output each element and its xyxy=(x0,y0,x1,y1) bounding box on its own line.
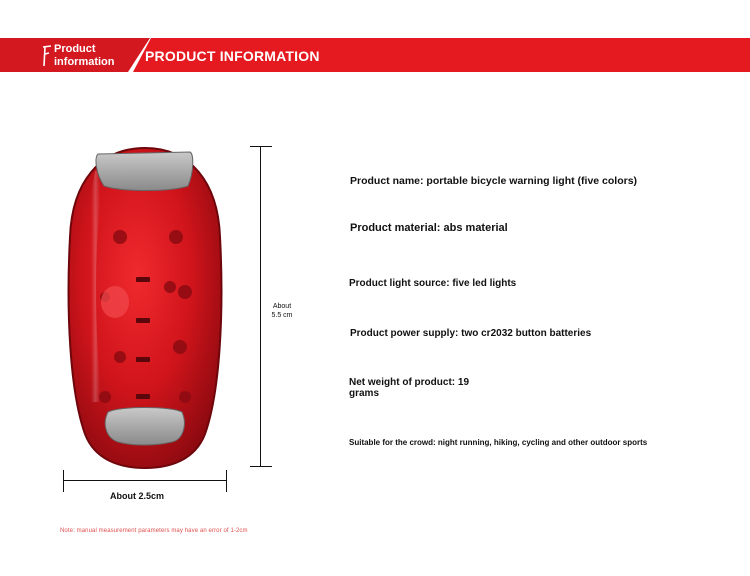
spec-product-name: Product name: portable bicycle warning light (five colors) xyxy=(350,175,638,187)
spec-net-weight xyxy=(349,377,469,399)
bicycle-warning-light-image xyxy=(60,142,230,472)
spec-light-source: Product light source: five led lights xyxy=(349,278,517,289)
spec-power-supply: Product power supply: two cr2032 button batteries xyxy=(350,328,592,339)
width-dimension-line xyxy=(63,480,226,481)
header-banner xyxy=(0,38,750,72)
width-dimension-label: About 2.5cm xyxy=(110,491,165,501)
logo-line-2: information xyxy=(54,56,115,68)
logo-icon xyxy=(42,44,52,68)
height-dimension-label xyxy=(264,302,300,320)
measurement-note: Note: manual measurement parameters may have an error of 1-2cm xyxy=(60,528,248,534)
logo-line-1: Product xyxy=(54,43,96,55)
banner-title: PRODUCT INFORMATION xyxy=(145,48,320,64)
width-dimension-right-cap xyxy=(226,470,227,492)
height-label-line-2: 5.5 cm xyxy=(271,312,293,319)
height-dimension-top-cap xyxy=(250,146,272,147)
height-label-line-1: About xyxy=(272,303,292,310)
width-dimension-left-cap xyxy=(63,470,64,492)
height-dimension-bottom-cap xyxy=(250,466,272,467)
spec-net-weight-line-1: Net weight of product: 19 xyxy=(349,377,469,388)
spec-net-weight-line-2: grams xyxy=(349,388,380,399)
logo-text xyxy=(54,43,115,69)
spec-suitable-crowd: Suitable for the crowd: night running, hiking, cycling and other outdoor sports xyxy=(349,438,648,447)
height-dimension-line xyxy=(260,146,261,467)
spec-product-material: Product material: abs material xyxy=(350,222,508,234)
